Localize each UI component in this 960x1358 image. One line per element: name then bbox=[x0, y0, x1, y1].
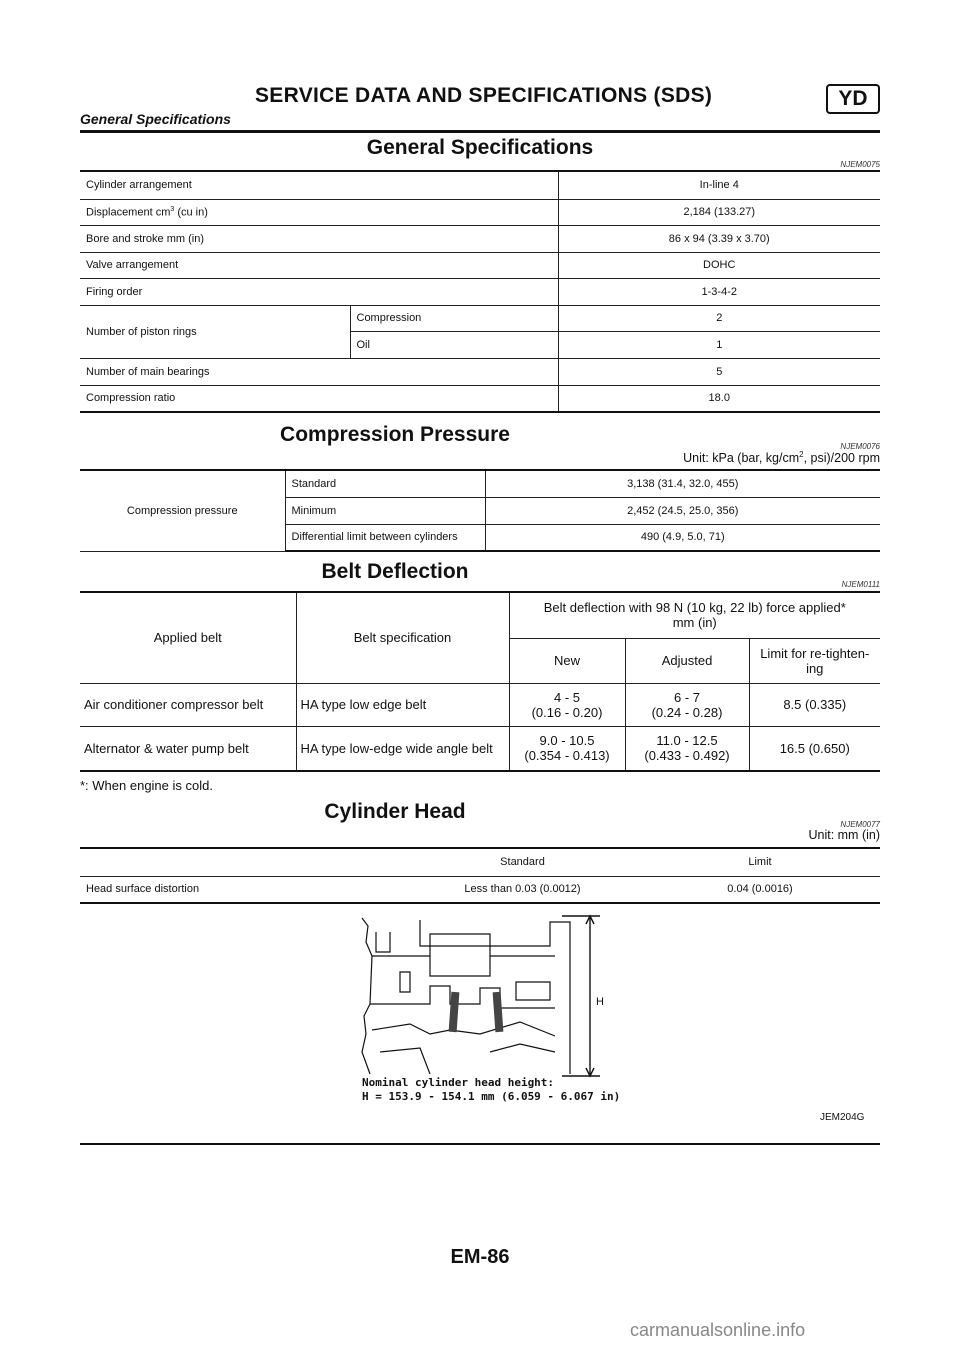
header-subtitle: General Specifications bbox=[80, 111, 231, 127]
header-limit: Limit bbox=[640, 848, 880, 876]
cylinder-head-title: Cylinder Head bbox=[324, 800, 466, 823]
row-value: 1-3-4-2 bbox=[558, 278, 880, 305]
table-row bbox=[80, 683, 880, 726]
header-deflection: Belt deflection with 98 N (10 kg, 22 lb) force applied* mm (in) bbox=[509, 592, 880, 638]
cylinder-head-code: NJEM0077 bbox=[840, 820, 880, 829]
belt-limit: 8.5 (0.335) bbox=[749, 683, 880, 726]
compression-table bbox=[80, 469, 880, 552]
row-name: Standard bbox=[285, 470, 485, 497]
row-value: 3,138 (31.4, 32.0, 455) bbox=[485, 470, 880, 497]
table-row bbox=[80, 876, 880, 903]
watermark: carmanualsonline.info bbox=[630, 1320, 806, 1340]
row-value: 2 bbox=[558, 305, 880, 331]
belt-table bbox=[80, 591, 880, 772]
row-value: 18.0 bbox=[558, 385, 880, 412]
figure-id: JEM204G bbox=[820, 1112, 865, 1123]
row-value: 5 bbox=[558, 358, 880, 385]
header-standard: Standard bbox=[405, 848, 640, 876]
cylinder-head-unit: Unit: mm (in) bbox=[808, 828, 880, 842]
header-rule bbox=[80, 130, 880, 133]
table-row bbox=[80, 278, 880, 305]
header-adjusted: Adjusted bbox=[625, 638, 749, 683]
cylinder-head-drawing bbox=[280, 912, 600, 1082]
table-row bbox=[80, 199, 880, 225]
header-title: SERVICE DATA AND SPECIFICATIONS (SDS) bbox=[255, 84, 713, 107]
header-new: New bbox=[509, 638, 625, 683]
row-value: 2,452 (24.5, 25.0, 356) bbox=[485, 497, 880, 524]
belt-adjusted: 6 - 7 (0.24 - 0.28) bbox=[625, 683, 749, 726]
row-label: Number of main bearings bbox=[80, 358, 558, 385]
belt-name: Air conditioner compressor belt bbox=[80, 683, 296, 726]
table-row bbox=[80, 592, 880, 638]
header-limit: Limit for re-tighten-ing bbox=[749, 638, 880, 683]
row-label: Valve arrangement bbox=[80, 252, 558, 278]
compression-code: NJEM0076 bbox=[840, 442, 880, 451]
row-label: Bore and stroke mm (in) bbox=[80, 225, 558, 252]
table-row bbox=[80, 726, 880, 771]
compression-label: Compression pressure bbox=[80, 470, 285, 551]
engine-badge: YD bbox=[826, 84, 880, 114]
sub-label: Oil bbox=[350, 331, 558, 358]
row-value: In-line 4 bbox=[558, 171, 880, 199]
belt-footnote: *: When engine is cold. bbox=[80, 778, 213, 793]
table-row bbox=[80, 171, 880, 199]
row-limit: 0.04 (0.0016) bbox=[640, 876, 880, 903]
table-row bbox=[80, 225, 880, 252]
row-label: Head surface distortion bbox=[80, 876, 405, 903]
row-label: Cylinder arrangement bbox=[80, 171, 558, 199]
row-standard: Less than 0.03 (0.0012) bbox=[405, 876, 640, 903]
row-name: Minimum bbox=[285, 497, 485, 524]
row-label: Number of piston rings bbox=[80, 305, 350, 358]
belt-title: Belt Deflection bbox=[321, 560, 469, 583]
row-name: Differential limit between cylinders bbox=[285, 524, 485, 551]
belt-code: NJEM0111 bbox=[841, 580, 880, 589]
compression-title: Compression Pressure bbox=[280, 423, 510, 446]
cylinder-head-table bbox=[80, 847, 880, 904]
belt-limit: 16.5 (0.650) bbox=[749, 726, 880, 771]
row-value: DOHC bbox=[558, 252, 880, 278]
sub-label: Compression bbox=[350, 305, 558, 331]
table-row bbox=[80, 470, 880, 497]
row-value: 490 (4.9, 5.0, 71) bbox=[485, 524, 880, 551]
row-label: Displacement $cm^3$ (cu in) bbox=[80, 199, 558, 225]
compression-unit: Unit: kPa (bar, $kg/cm^2$, psi)/200 rpm bbox=[683, 450, 880, 466]
belt-new: 4 - 5 (0.16 - 0.20) bbox=[509, 683, 625, 726]
belt-new: 9.0 - 10.5 (0.354 - 0.413) bbox=[509, 726, 625, 771]
row-label: Firing order bbox=[80, 278, 558, 305]
general-spec-table bbox=[80, 170, 880, 413]
header-belt-spec: Belt specification bbox=[296, 592, 509, 683]
page-number: EM-86 bbox=[450, 1246, 510, 1268]
belt-name: Alternator & water pump belt bbox=[80, 726, 296, 771]
height-label: H bbox=[596, 996, 604, 1008]
bottom-rule bbox=[80, 1143, 880, 1145]
page-header bbox=[80, 76, 880, 132]
figure-caption: Nominal cylinder head height: H = 153.9 - 154.1 mm (6.059 - 6.067 in) bbox=[362, 1076, 621, 1103]
belt-spec: HA type low edge belt bbox=[296, 683, 509, 726]
table-row bbox=[80, 358, 880, 385]
general-code: NJEM0075 bbox=[840, 160, 880, 169]
general-title: General Specifications bbox=[366, 136, 594, 159]
table-row bbox=[80, 848, 880, 876]
row-label: Compression ratio bbox=[80, 385, 558, 412]
belt-adjusted: 11.0 - 12.5 (0.433 - 0.492) bbox=[625, 726, 749, 771]
table-row bbox=[80, 252, 880, 278]
table-row bbox=[80, 385, 880, 412]
header-applied-belt: Applied belt bbox=[80, 592, 296, 683]
row-value: 2,184 (133.27) bbox=[558, 199, 880, 225]
row-value: 1 bbox=[558, 331, 880, 358]
row-value: 86 x 94 (3.39 x 3.70) bbox=[558, 225, 880, 252]
belt-spec: HA type low-edge wide angle belt bbox=[296, 726, 509, 771]
table-row bbox=[80, 305, 880, 331]
